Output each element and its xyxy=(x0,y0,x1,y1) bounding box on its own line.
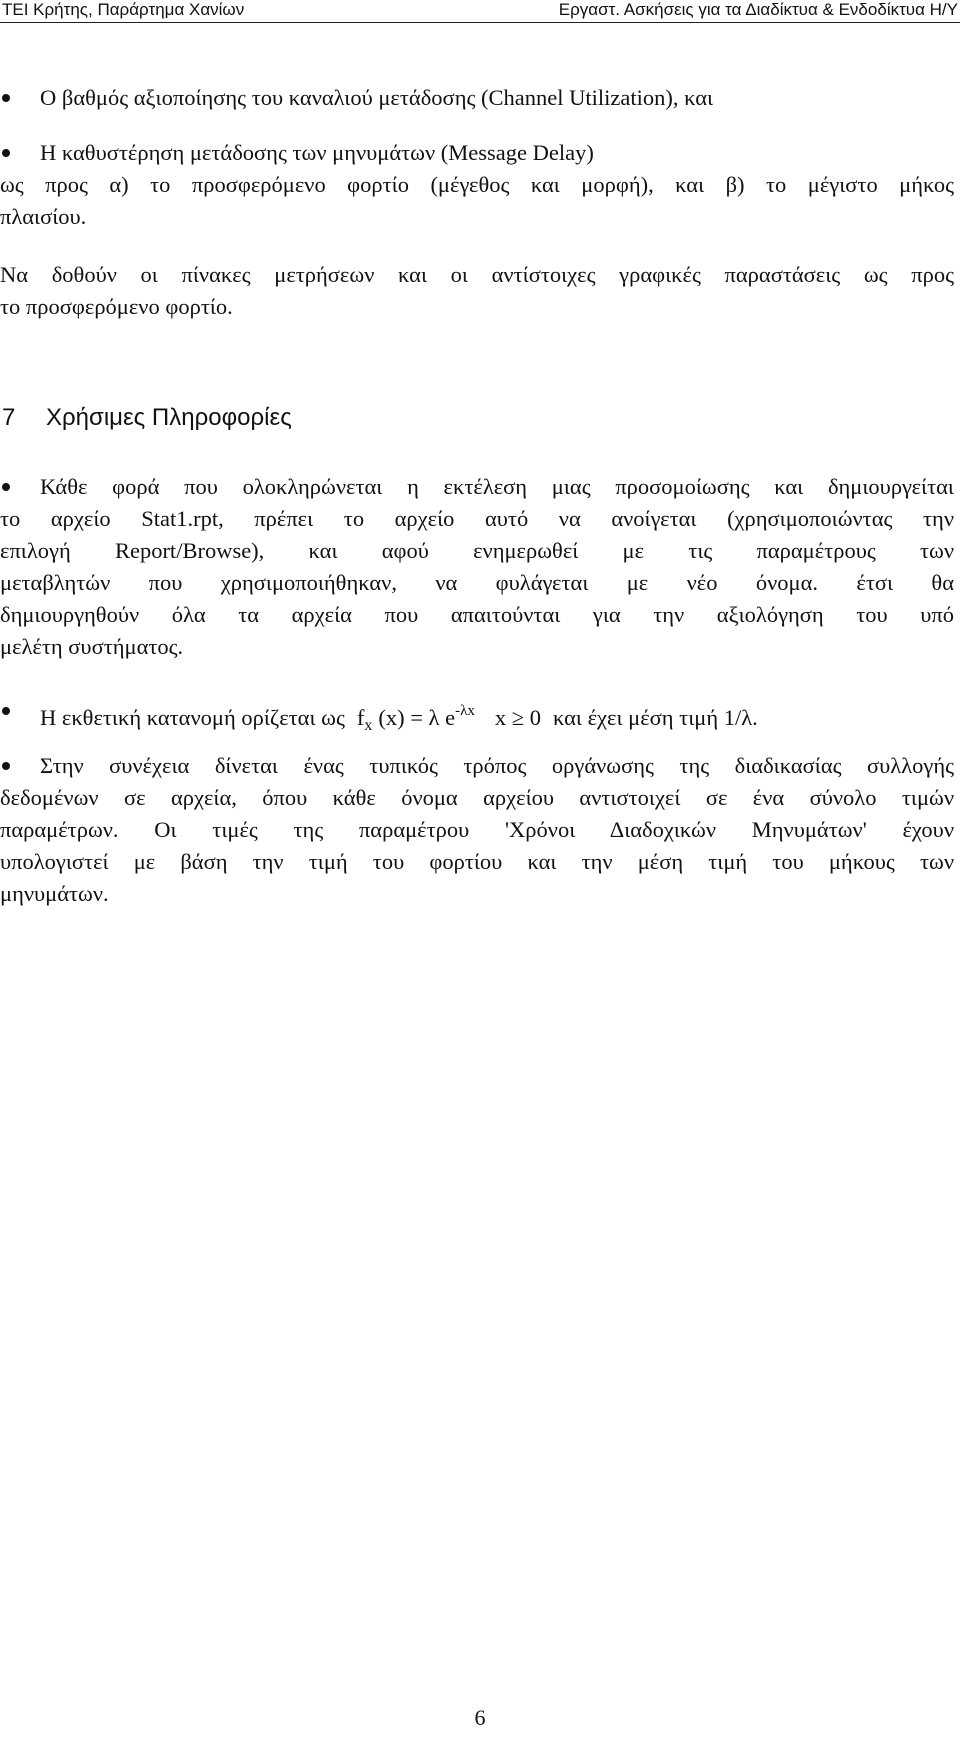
paragraph-line: μεταβλητών που χρησιμοποιήθηκαν, να φυλάγεται με νέο όνομα. έτσι θα xyxy=(0,570,954,595)
paragraph-line: πλαισίου. xyxy=(0,204,87,229)
paragraph-line: παραμέτρων. Οι τιμές της παραμέτρου 'Χρόνοι Διαδοχικών Μηνυμάτων' έχουν xyxy=(0,817,954,842)
paragraph-line: ως προς α) το προσφερόμενο φορτίο (μέγεθος και μορφή), και β) το μέγιστο μήκος xyxy=(0,172,954,197)
list-item-channel-utilization: Ο βαθμός αξιοποίησης του καναλιού μετάδοσης (Channel Utilization), και xyxy=(40,85,714,110)
paragraph-line: επιλογή Report/Browse), και αφού ενημερωθεί με τις παραμέτρους των xyxy=(0,538,954,563)
paragraph-line: υπολογιστεί με βάση την τιμή του φορτίου και την μέση τιμή του μήκους των xyxy=(0,849,954,874)
formula-function: f xyxy=(356,705,365,730)
bullet-icon xyxy=(2,149,10,157)
formula-line xyxy=(40,694,954,743)
list-item-message-delay: Η καθυστέρηση μετάδοσης των μηνυμάτων (Message Delay) xyxy=(40,140,594,165)
section-title: Χρήσιμες Πληροφορίες xyxy=(46,404,292,431)
formula-argument: (x) = λ e xyxy=(378,705,456,730)
page-number: 6 xyxy=(474,1705,486,1730)
paragraph-line: Να δοθούν οι πίνακες μετρήσεων και οι αντίστοιχες γραφικές παραστάσεις ως προς xyxy=(0,262,954,287)
bullet-icon xyxy=(2,762,10,770)
formula-intro: Η εκθετική κατανομή ορίζεται ως xyxy=(40,705,345,730)
paragraph-line: δεδομένων σε αρχεία, όπου κάθε όνομα αρχείου αντιστοιχεί σε ένα σύνολο τιμών xyxy=(0,785,954,810)
paragraph-line: μηνυμάτων. xyxy=(0,881,109,906)
bullet-icon xyxy=(2,483,10,491)
paragraph-line: Κάθε φορά που ολοκληρώνεται η εκτέλεση μιας προσομοίωσης και δημιουργείται xyxy=(40,474,954,499)
page-header xyxy=(0,0,960,23)
paragraph-line: το προσφερόμενο φορτίο. xyxy=(0,294,233,319)
section-heading xyxy=(2,400,292,436)
formula-condition: x ≥ 0 xyxy=(494,705,541,730)
header-institution: ΤΕΙ Κρήτης, Παράρτημα Χανίων xyxy=(2,0,245,19)
formula-exponent: -λx xyxy=(455,703,475,719)
section-number: 7 xyxy=(2,404,16,431)
paragraph-line: Στην συνέχεια δίνεται ένας τυπικός τρόπος οργάνωσης της διαδικασίας συλλογής xyxy=(40,753,954,778)
paragraph-line: το αρχείο Stat1.rpt, πρέπει το αρχείο αυτό να ανοίγεται (χρησιμοποιώντας την xyxy=(0,506,954,531)
bullet-icon xyxy=(2,707,10,715)
bullet-icon xyxy=(2,94,10,102)
paragraph-line: δημιουργηθούν όλα τα αρχεία που απαιτούνται για την αξιολόγηση του υπό xyxy=(0,602,954,627)
formula-tail: και έχει μέση τιμή 1/λ. xyxy=(552,705,758,730)
paragraph-line: μελέτη συστήματος. xyxy=(0,634,184,659)
formula-subscript: x xyxy=(364,717,373,734)
header-course-title: Εργαστ. Ασκήσεις για τα Διαδίκτυα & Ενδοδίκτυα Η/Υ xyxy=(558,0,958,19)
